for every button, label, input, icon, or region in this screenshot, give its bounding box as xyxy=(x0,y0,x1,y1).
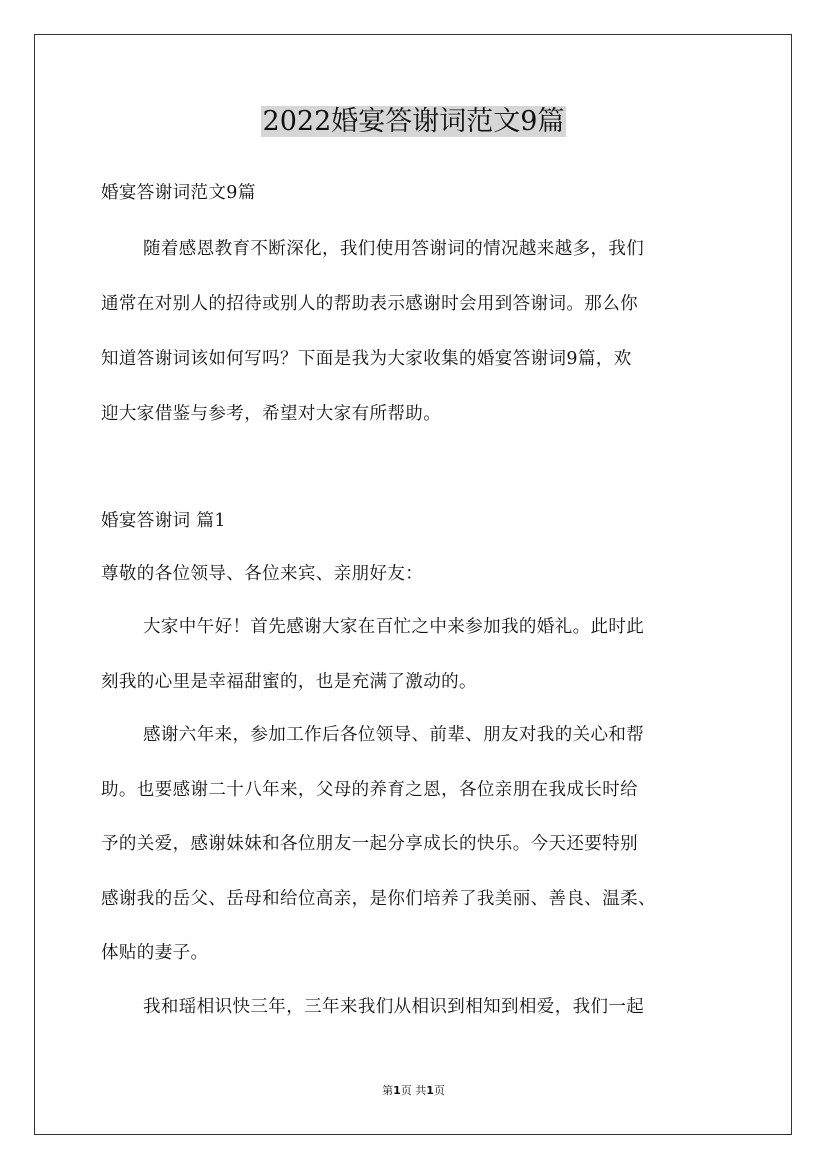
footer-page-current: 1 xyxy=(393,1084,401,1097)
intro-line: 知道答谢词该如何写吗？下面是我为大家收集的婚宴答谢词9篇，欢 xyxy=(101,349,632,369)
footer-page-total: 1 xyxy=(426,1084,434,1097)
intro-line: 随着感恩教育不断深化，我们使用答谢词的情况越来越多，我们 xyxy=(143,239,645,259)
paragraph-line: 体贴的妻子。 xyxy=(101,943,209,963)
intro-line: 通常在对别人的招待或别人的帮助表示感谢时会用到答谢词。那么你 xyxy=(101,294,638,314)
subtitle: 婚宴答谢词范文9篇 xyxy=(101,183,256,203)
page-footer xyxy=(0,1083,827,1099)
footer-prefix: 第 xyxy=(382,1084,394,1097)
document-title xyxy=(0,100,827,144)
paragraph-line: 助。也要感谢二十八年来，父母的养育之恩，各位亲朋在我成长时给 xyxy=(101,780,638,800)
paragraph-line: 刻我的心里是幸福甜蜜的，也是充满了激动的。 xyxy=(101,672,477,692)
document-title-text: 2022婚宴答谢词范文9篇 xyxy=(262,106,565,137)
footer-mid: 页 共 xyxy=(400,1084,427,1097)
salutation: 尊敬的各位领导、各位来宾、亲朋好友： xyxy=(101,564,424,584)
paragraph-line: 大家中午好！首先感谢大家在百忙之中来参加我的婚礼。此时此 xyxy=(143,617,645,637)
paragraph-line: 我和瑶相识快三年，三年来我们从相识到相知到相爱，我们一起 xyxy=(143,997,645,1017)
section-heading: 婚宴答谢词 篇1 xyxy=(101,511,226,531)
footer-suffix: 页 xyxy=(433,1084,445,1097)
paragraph-line: 感谢我的岳父、岳母和给位高亲，是你们培养了我美丽、善良、温柔、 xyxy=(101,889,656,909)
intro-line: 迎大家借鉴与参考，希望对大家有所帮助。 xyxy=(101,404,442,424)
paragraph-line: 予的关爱，感谢妹妹和各位朋友一起分享成长的快乐。今天还要特别 xyxy=(101,834,638,854)
paragraph-line: 感谢六年来，参加工作后各位领导、前辈、朋友对我的关心和帮 xyxy=(143,725,645,745)
